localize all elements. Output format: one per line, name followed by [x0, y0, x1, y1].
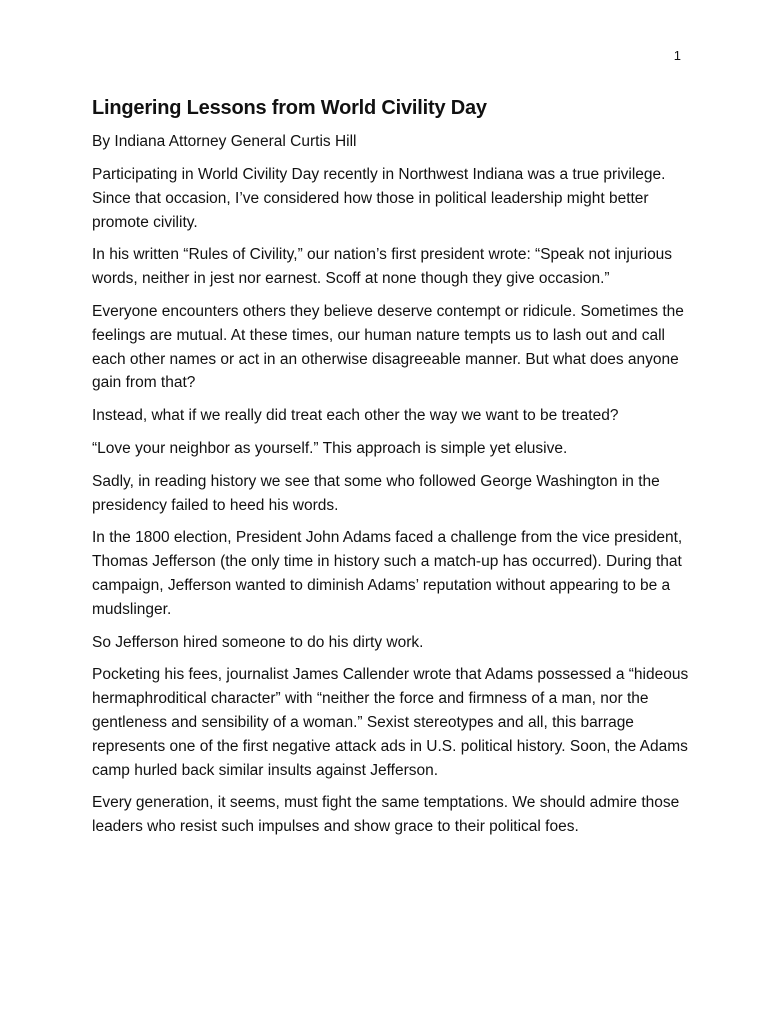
paragraph: Everyone encounters others they believe deserve contempt or ridicule. Sometimes the feelings are mutual. At these times, our human nature tempts us to lash out and call each other names or act in an otherwise disagreeable manner. But what does anyone gain from that?	[92, 302, 684, 392]
paragraph: “Love your neighbor as yourself.” This approach is simple yet elusive.	[92, 439, 568, 457]
article-body	[92, 95, 692, 848]
page-number: 1	[673, 48, 681, 63]
paragraph: So Jefferson hired someone to do his dirty work.	[92, 633, 424, 651]
paragraph: Every generation, it seems, must fight the same temptations. We should admire those leaders who resist such impulses and show grace to their political foes.	[92, 794, 680, 836]
article-title: Lingering Lessons from World Civility Day	[92, 97, 487, 119]
paragraph: Sadly, in reading history we see that some who followed George Washington in the presidency failed to heed his words.	[92, 472, 660, 514]
paragraph: Instead, what if we really did treat each other the way we want to be treated?	[92, 407, 619, 425]
paragraph: Participating in World Civility Day recently in Northwest Indiana was a true privilege. Since that occasion, I’ve considered how those in political leadership might better promote civility.	[92, 166, 666, 231]
paragraph: In the 1800 election, President John Adams faced a challenge from the vice president, Thomas Jefferson (the only time in history such a match-up has occurred). During that campaign, Jefferson wanted to diminish Adams’ reputation without appearing to be a mudslinger.	[92, 529, 683, 618]
paragraph: In his written “Rules of Civility,” our nation’s first president wrote: “Speak not injurious words, neither in jest nor earnest. Scoff at none though they give occasion.”	[92, 246, 673, 288]
article-byline: By Indiana Attorney General Curtis Hill	[92, 133, 357, 150]
paragraph: Pocketing his fees, journalist James Callender wrote that Adams possessed a “hideous hermaphroditical character” with “neither the force and firmness of a man, nor the gentleness and sensibility of a woman.” Sexist stereotypes and all, this barrage represents one of the first negative attack ads in U.S. political history. Soon, the Adams camp hurled back similar insults against Jefferson.	[92, 666, 689, 779]
